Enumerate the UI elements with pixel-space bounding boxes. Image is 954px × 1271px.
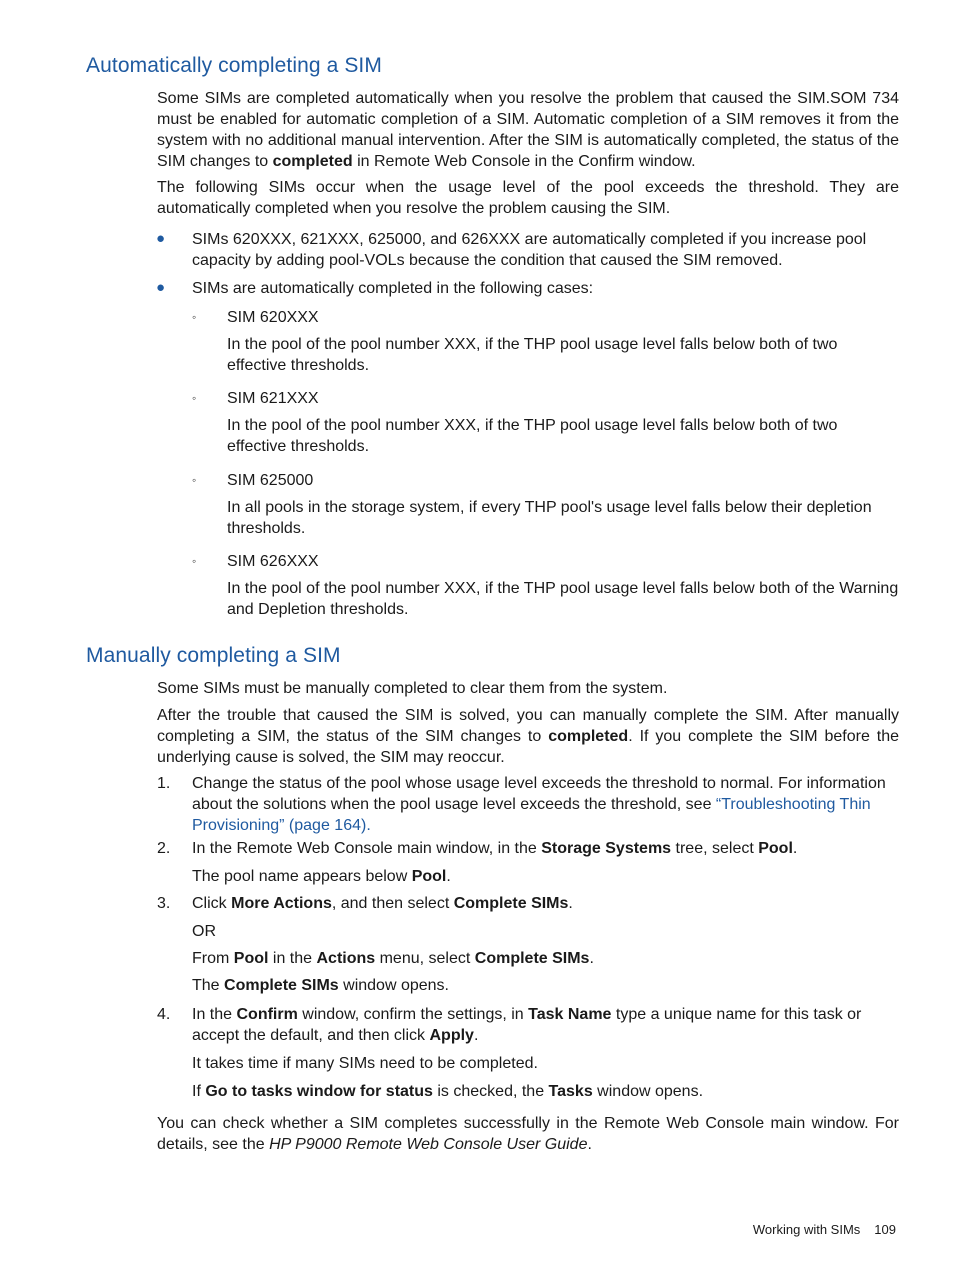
text-run: tree, select	[671, 840, 759, 857]
text-run: .	[589, 950, 594, 967]
case-title-4: SIM 626XXX	[227, 553, 319, 570]
bold-complete-sims: Complete SIMs	[474, 950, 590, 967]
case-title-2: SIM 621XXX	[227, 390, 319, 407]
step-4-text	[192, 1004, 892, 1046]
paragraph-auto-following: The following SIMs occur when the usage level of the pool exceeds the threshold. They are automatically completed when you resolve the problem causing the SIM.	[157, 179, 899, 217]
italic-guide-title: HP P9000 Remote Web Console User Guide	[269, 1136, 588, 1153]
text-run: menu, select	[375, 950, 475, 967]
step-4-note-1: It takes time if many SIMs need to be completed.	[192, 1055, 538, 1072]
bold-pool: Pool	[758, 840, 793, 857]
bold-task-name: Task Name	[528, 1006, 612, 1023]
bold-completed: completed	[548, 728, 629, 745]
text-run: After the trouble that caused the SIM is solved, you can manually complete the SIM. After manually completing a SIM, the status of the SIM changes to	[157, 707, 899, 745]
case-desc-3: In all pools in the storage system, if every THP pool's usage level falls below their depletion thresholds.	[227, 499, 872, 537]
case-desc-2: In the pool of the pool number XXX, if the THP pool usage level falls below both of two effective thresholds.	[227, 417, 838, 455]
section-heading-auto: Automatically completing a SIM	[86, 54, 382, 77]
step-number-2: 2.	[157, 840, 171, 857]
case-title-3: SIM 625000	[227, 472, 314, 489]
sub-bullet-icon: ◦	[192, 554, 197, 568]
text-run: in the	[268, 950, 317, 967]
case-title-1: SIM 620XXX	[227, 309, 319, 326]
bold-pool: Pool	[411, 868, 447, 885]
paragraph-closing	[157, 1113, 899, 1155]
bold-completed: completed	[272, 153, 353, 170]
step-number-4: 4.	[157, 1006, 171, 1023]
text-run: Some SIMs are completed automatically when you resolve the problem that caused the SIM.SOM 734 must be enabled for automatic completion of a SIM. Automatic completion of a SIM removes it from the system with no additional manual intervention. After the SIM is automatically completed, the status of the SIM changes to	[157, 90, 899, 170]
text-run: .	[587, 1136, 592, 1153]
text-run: .	[568, 895, 573, 912]
bold-complete-sims: Complete SIMs	[224, 977, 339, 994]
footer-section-title: Working with SIMs	[752, 1222, 861, 1237]
step-2-note	[192, 866, 892, 887]
bold-storage-systems: Storage Systems	[541, 840, 672, 857]
step-1-text	[192, 773, 892, 836]
text-run: in Remote Web Console in the Confirm window.	[352, 153, 696, 170]
step-number-1: 1.	[157, 775, 171, 792]
step-2-text	[192, 838, 892, 859]
text-run: If	[192, 1083, 206, 1100]
bold-go-to-tasks: Go to tasks window for status	[205, 1083, 433, 1100]
case-desc-4: In the pool of the pool number XXX, if the THP pool usage level falls below both of the Warning and Depletion thresholds.	[227, 580, 899, 618]
text-run: You can check whether a SIM completes successfully in the Remote Web Console main window. For details, see the	[157, 1115, 899, 1153]
bold-pool: Pool	[233, 950, 269, 967]
bold-apply: Apply	[429, 1027, 474, 1044]
text-run: .	[473, 1027, 479, 1044]
sub-bullet-icon: ◦	[192, 473, 197, 487]
text-run: window opens.	[592, 1083, 704, 1100]
text-run: In the Remote Web Console main window, in the	[192, 840, 542, 857]
text-run: type a unique name for this task or accept the default, and then click	[192, 1006, 862, 1044]
bold-complete-sims: Complete SIMs	[453, 895, 569, 912]
bullet-item-2: SIMs are automatically completed in the following cases:	[192, 280, 594, 297]
paragraph-auto-intro	[157, 88, 899, 172]
troubleshooting-link[interactable]: “Troubleshooting Thin Provisioning” (page 164)	[192, 796, 871, 834]
case-desc-1: In the pool of the pool number XXX, if the THP pool usage level falls below both of two effective thresholds.	[227, 336, 838, 374]
text-run: The pool name appears below	[192, 868, 412, 885]
text-run: Change the status of the pool whose usage level exceeds the threshold to normal. For information about the solutions when the pool usage level exceeds the threshold, see	[192, 775, 886, 813]
paragraph-manual-intro: Some SIMs must be manually completed to clear them from the system.	[157, 680, 668, 697]
step-3-alt	[192, 948, 892, 969]
sub-bullet-icon: ◦	[192, 391, 197, 405]
text-run: .	[366, 817, 371, 834]
step-4-note-2	[192, 1081, 892, 1102]
text-run: In the	[192, 1006, 237, 1023]
text-run: , and then select	[331, 895, 454, 912]
text-run: The	[192, 977, 225, 994]
bullet-icon: ●	[156, 279, 166, 296]
text-run: From	[192, 950, 234, 967]
step-3-result	[192, 975, 892, 996]
text-run: .	[792, 840, 798, 857]
text-run: is checked, the	[432, 1083, 549, 1100]
text-run: Click	[192, 895, 232, 912]
text-run: window opens.	[338, 977, 449, 994]
text-run: window, confirm the settings, in	[297, 1006, 529, 1023]
footer-page-number: 109	[874, 1222, 896, 1237]
bold-more-actions: More Actions	[231, 895, 332, 912]
page-footer	[753, 1222, 896, 1237]
step-number-3: 3.	[157, 895, 171, 912]
step-3-or: OR	[192, 923, 216, 940]
text-run: .	[446, 868, 451, 885]
bullet-icon: ●	[156, 230, 166, 247]
step-3-text	[192, 893, 892, 914]
bold-actions: Actions	[316, 950, 376, 967]
paragraph-manual-after	[157, 705, 899, 768]
bullet-item-1: SIMs 620XXX, 621XXX, 625000, and 626XXX are automatically completed if you increase pool capacity by adding pool-VOLs because the condition that caused the SIM removed.	[192, 231, 867, 269]
bold-confirm: Confirm	[236, 1006, 298, 1023]
text-run: . If you complete the SIM before the underlying cause is solved, the SIM may reoccur.	[157, 728, 900, 766]
bold-tasks: Tasks	[548, 1083, 593, 1100]
sub-bullet-icon: ◦	[192, 310, 197, 324]
section-heading-manual: Manually completing a SIM	[86, 644, 341, 667]
